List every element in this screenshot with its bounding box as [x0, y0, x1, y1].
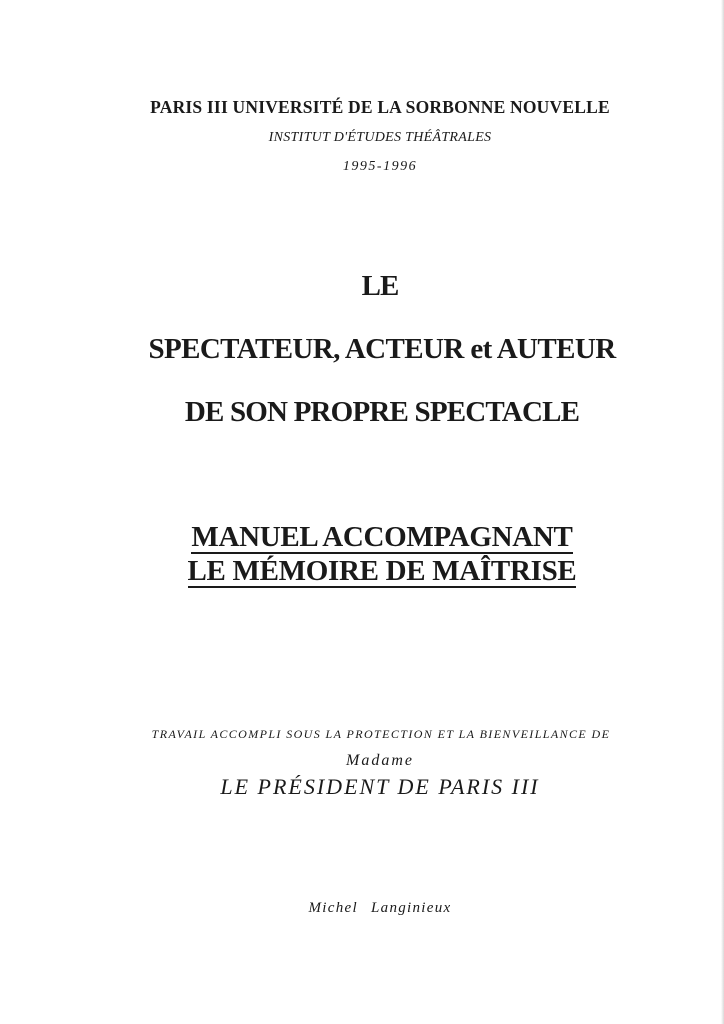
subtitle-line-2: LE MÉMOIRE DE MAÎTRISE	[187, 555, 577, 587]
author-name: Michel Langinieux	[308, 900, 452, 916]
title-line-3: DE SON PROPRE SPECTACLE	[184, 396, 580, 428]
dedication-salutation: Madame	[346, 752, 414, 769]
university-name: PARIS III UNIVERSITÉ DE LA SORBONNE NOUVELLE	[150, 97, 610, 117]
dedication-recipient: LE PRÉSIDENT DE PARIS III	[220, 774, 540, 799]
institute-name: INSTITUT D'ÉTUDES THÉÂTRALES	[268, 130, 492, 145]
subtitle-block	[20, 520, 724, 588]
dedication-intro: TRAVAIL ACCOMPLI SOUS LA PROTECTION ET LA BIENVEILLANCE DE	[151, 727, 611, 741]
subtitle-line-1: MANUEL ACCOMPAGNANT	[191, 521, 573, 553]
title-line-2: SPECTATEUR, ACTEUR et AUTEUR	[148, 333, 616, 365]
title-line-1: LE	[361, 270, 399, 302]
academic-year: 1995-1996	[342, 159, 418, 174]
